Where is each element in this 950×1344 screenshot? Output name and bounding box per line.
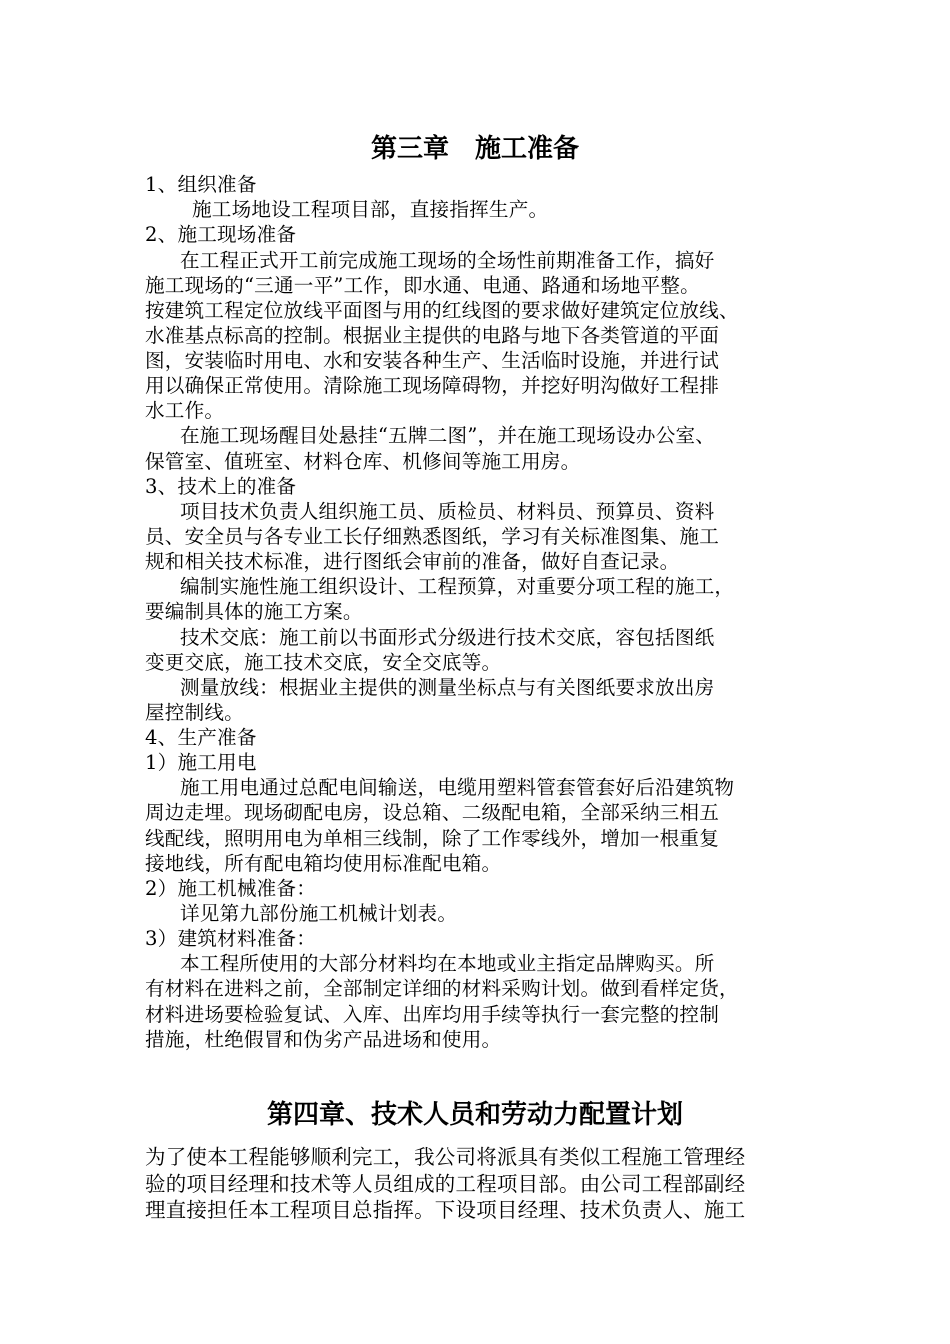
paragraph-line: 图，安装临时用电、水和安装各种生产、生活临时设施，并进行试 (145, 349, 720, 372)
section-heading: 2、施工现场准备 (145, 223, 297, 246)
paragraph-line: 措施，杜绝假冒和伪劣产品进场和使用。 (145, 1028, 502, 1051)
paragraph-line: 技术交底：施工前以书面形式分级进行技术交底，容包括图纸 (180, 626, 715, 649)
paragraph-line: 本工程所使用的大部分材料均在本地或业主指定品牌购买。所 (180, 952, 715, 975)
paragraph-line: 周边走埋。现场砌配电房，设总箱、二级配电箱，全部采纳三相五 (145, 801, 720, 824)
paragraph-line: 员、安全员与各专业工长仔细熟悉图纸，学习有关标准图集、施工 (145, 525, 720, 548)
paragraph-line: 水工作。 (145, 399, 225, 422)
paragraph-line: 项目技术负责人组织施工员、质检员、材料员、预算员、资料 (180, 500, 715, 523)
paragraph-line: 保管室、值班室、材料仓库、机修间等施工用房。 (145, 450, 581, 473)
section-heading: 3、技术上的准备 (145, 475, 297, 498)
paragraph-line: 变更交底，施工技术交底，安全交底等。 (145, 651, 502, 674)
paragraph-line: 测量放线：根据业主提供的测量坐标点与有关图纸要求放出房 (180, 676, 715, 699)
paragraph-line: 在工程正式开工前完成施工现场的全场性前期准备工作，搞好 (180, 249, 715, 272)
paragraph-line: 屋控制线。 (145, 701, 244, 724)
subsection-heading: 2）施工机械准备： (145, 877, 317, 900)
paragraph-line: 线配线，照明用电为单相三线制，除了工作零线外，增加一根重复 (145, 827, 720, 850)
paragraph-line: 详见第九部份施工机械计划表。 (180, 902, 458, 925)
section-heading: 1、组织准备 (145, 173, 257, 196)
chapter-4-title: 第四章、技术人员和劳动力配置计划 (266, 1100, 683, 1130)
paragraph-line: 施工用电通过总配电间输送，电缆用塑料管套管套好后沿建筑物 (180, 776, 735, 799)
chapter-3-title: 第三章 施工准备 (370, 134, 579, 164)
section-heading: 4、生产准备 (145, 726, 257, 749)
paragraph-line: 用以确保正常使用。清除施工现场障碍物，并挖好明沟做好工程排 (145, 374, 720, 397)
paragraph-line: 验的项目经理和技术等人员组成的工程项目部。由公司工程部副经 (145, 1172, 746, 1196)
subsection-heading: 1）施工用电 (145, 751, 257, 774)
paragraph-line: 规和相关技术标准，进行图纸会审前的准备，做好自查记录。 (145, 550, 680, 573)
paragraph-line: 为了使本工程能够顺利完工，我公司将派具有类似工程施工管理经 (145, 1145, 746, 1169)
paragraph-line: 有材料在进料之前，全部制定详细的材料采购计划。做到看样定货， (145, 977, 739, 1000)
paragraph-line: 施工场地设工程项目部，直接指挥生产。 (192, 198, 549, 221)
paragraph-line: 接地线，所有配电箱均使用标准配电箱。 (145, 852, 502, 875)
paragraph-line: 按建筑工程定位放线平面图与用的红线图的要求做好建筑定位放线、 (145, 299, 739, 322)
subsection-heading: 3）建筑材料准备： (145, 927, 317, 950)
paragraph-line: 材料进场要检验复试、入库、出库均用手续等执行一套完整的控制 (145, 1003, 720, 1026)
paragraph-line: 水准基点标高的控制。根据业主提供的电路与地下各类管道的平面 (145, 324, 720, 347)
paragraph-line: 施工现场的“三通一平”工作，即水通、电通、路通和场地平整。 (145, 274, 700, 297)
paragraph-line: 编制实施性施工组织设计、工程预算，对重要分项工程的施工， (180, 575, 735, 598)
paragraph-line: 理直接担任本工程项目总指挥。下设项目经理、技术负责人、施工 (145, 1198, 746, 1222)
paragraph-line: 要编制具体的施工方案。 (145, 600, 363, 623)
paragraph-line: 在施工现场醒目处悬挂“五牌二图”，并在施工现场设办公室、 (180, 424, 716, 447)
